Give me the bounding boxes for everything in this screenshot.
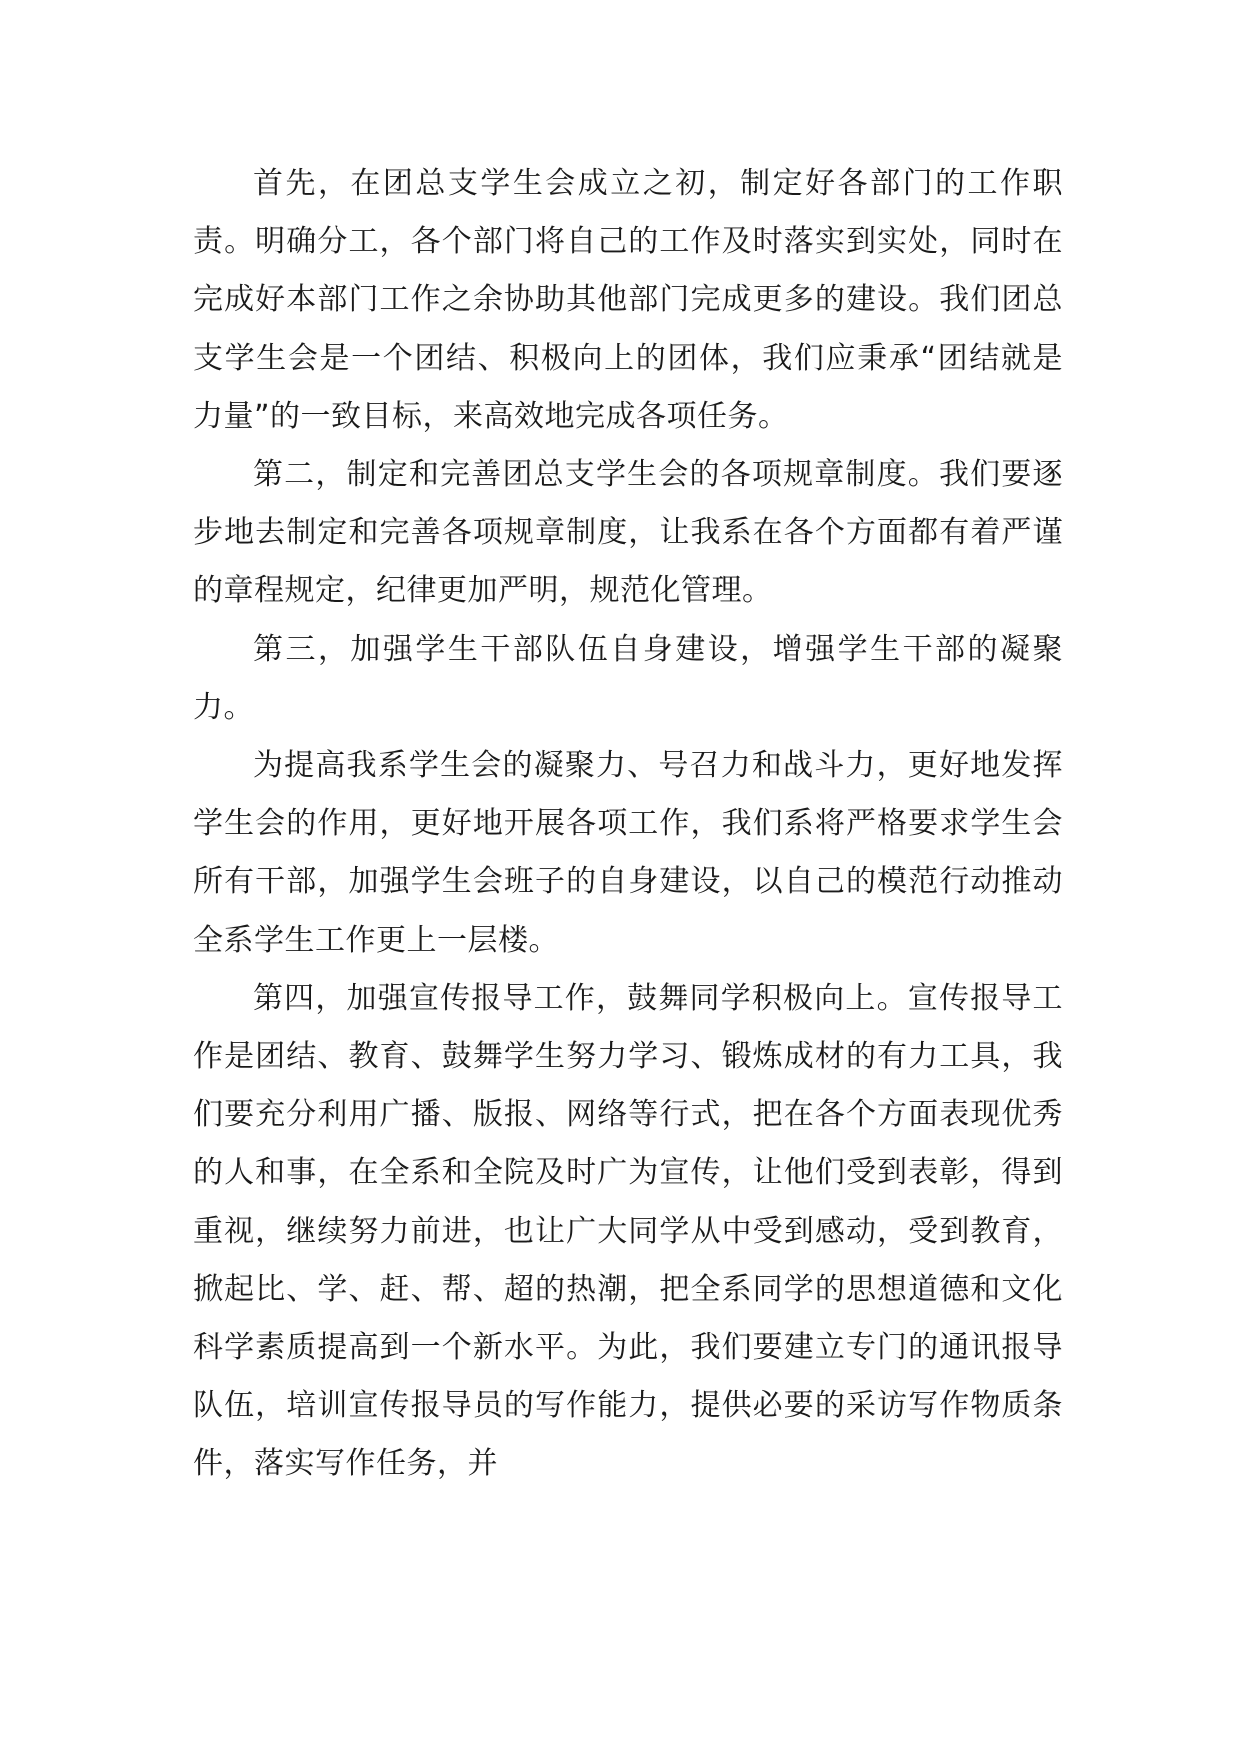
document-body	[193, 155, 1063, 1494]
paragraph-duties: 首先，在团总支学生会成立之初，制定好各部门的工作职责。明确分工，各个部门将自己的工作及时落实到实处，同时在完成好本部门工作之余协助其他部门完成更多的建设。我们团总支学生会是一个团结、积极向上的团体，我们应秉承“团结就是力量”的一致目标，来高效地完成各项任务。	[193, 166, 1063, 434]
paragraph-cadre-building: 第三，加强学生干部队伍自身建设，增强学生干部的凝聚力。	[193, 631, 1063, 725]
paragraph-rules: 第二，制定和完善团总支学生会的各项规章制度。我们要逐步地去制定和完善各项规章制度，让我系在各个方面都有着严谨的章程规定，纪律更加严明，规范化管理。	[193, 457, 1063, 609]
paragraph-cohesion: 为提高我系学生会的凝聚力、号召力和战斗力，更好地发挥学生会的作用，更好地开展各项工作，我们系将严格要求学生会所有干部，加强学生会班子的自身建设，以自己的模范行动推动全系学生工作更上一层楼。	[193, 748, 1063, 958]
paragraph-publicity: 第四，加强宣传报导工作，鼓舞同学积极向上。宣传报导工作是团结、教育、鼓舞学生努力学习、锻炼成材的有力工具，我们要充分利用广播、版报、网络等行式，把在各个方面表现优秀的人和事，在全系和全院及时广为宣传，让他们受到表彰，得到重视，继续努力前进，也让广大同学从中受到感动，受到教育，掀起比、学、赶、帮、超的热潮，把全系同学的思想道德和文化科学素质提高到一个新水平。为此，我们要建立专门的通讯报导队伍，培训宣传报导员的写作能力，提供必要的采访写作物质条件，落实写作任务，并	[193, 980, 1063, 1482]
